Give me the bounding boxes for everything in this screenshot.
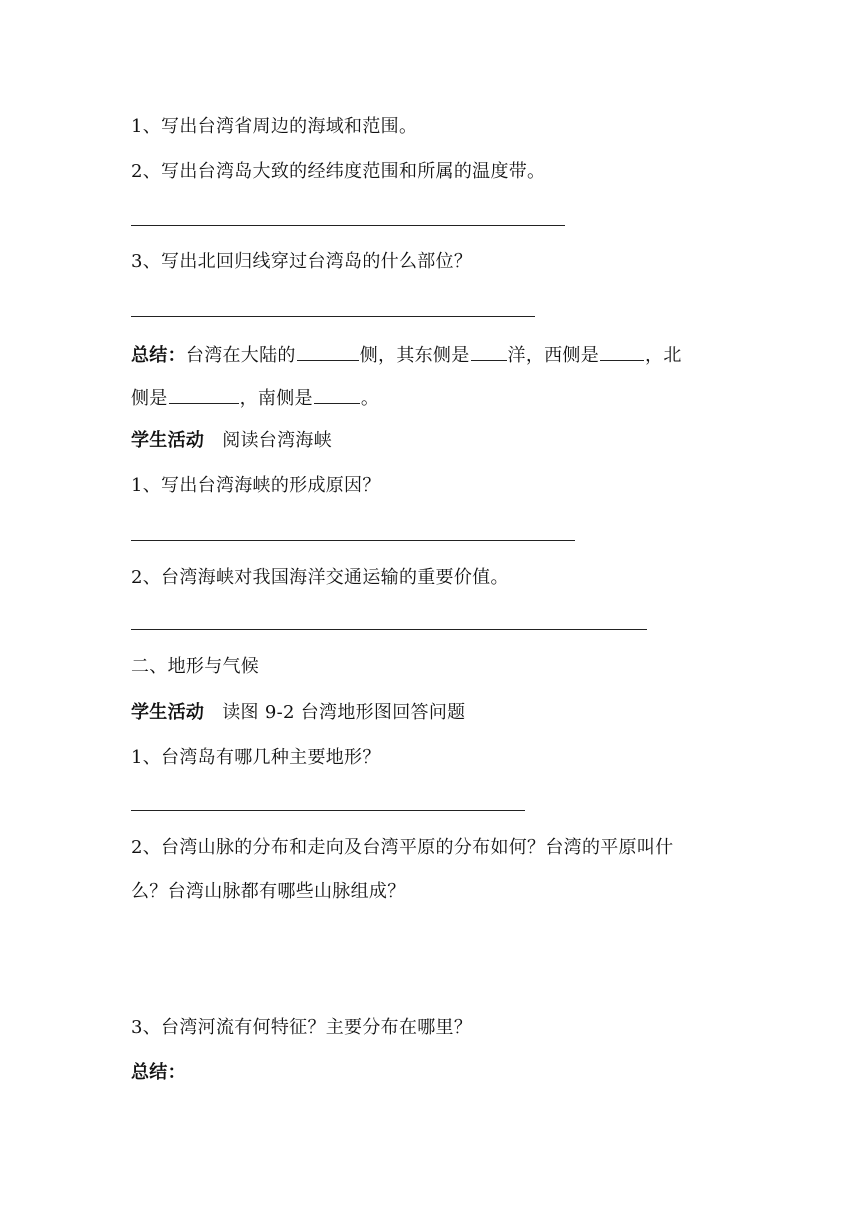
answer-line-q2 [131,225,565,226]
activity-2-question-2-line-1: 2、台湾山脉的分布和走向及台湾平原的分布如何？台湾的平原叫什 [131,837,674,858]
question-1-sea-areas: 1、写出台湾省周边的海域和范围。 [131,116,418,137]
summary-text-4: ，北 [645,345,682,366]
summary-text-2: 侧，其东侧是 [359,345,470,366]
answer-line-q3 [131,316,535,317]
summary-text-7: 。 [360,388,380,409]
question-3-tropic: 3、写出北回归线穿过台湾岛的什么部位？ [131,251,473,272]
activity-2-question-3: 3、台湾河流有何特征？主要分布在哪里？ [131,1017,473,1038]
activity-1-question-2: 2、台湾海峡对我国海洋交通运输的重要价值。 [131,567,509,588]
activity-1-question-1: 1、写出台湾海峡的形成原因？ [131,475,381,496]
summary-line-1 [131,342,682,368]
question-2-lat-long: 2、写出台湾岛大致的经纬度范围和所属的温度带。 [131,161,546,182]
activity-label: 学生活动 [131,430,205,451]
summary-label-2: 总结： [131,1062,186,1083]
blank-north[interactable] [169,385,239,404]
blank-side[interactable] [297,342,359,361]
summary-line-2 [131,385,379,411]
summary-text-5: 侧是 [131,388,168,409]
activity-title: 阅读台湾海峡 [222,430,333,451]
blank-west[interactable] [600,342,644,361]
activity-1-header [131,429,332,453]
activity-label: 学生活动 [131,702,205,723]
answer-line-terrain [131,810,525,811]
section-2-heading: 二、地形与气候 [131,656,260,677]
summary-text-1: 台湾在大陆的 [185,345,296,366]
summary-text-6: ，南侧是 [239,388,313,409]
blank-south[interactable] [314,385,360,404]
summary-text-3: 洋，西侧是 [507,345,600,366]
answer-line-strait-origin [131,540,575,541]
activity-2-question-1: 1、台湾岛有哪几种主要地形？ [131,747,381,768]
activity-2-header [131,701,465,725]
activity-title: 读图 9-2 台湾地形图回答问题 [222,702,466,723]
activity-2-question-2-line-2: 么？台湾山脉都有哪些山脉组成？ [131,881,406,902]
answer-line-strait-value [131,629,647,630]
summary-label: 总结： [131,345,186,366]
blank-east-ocean[interactable] [471,342,507,361]
